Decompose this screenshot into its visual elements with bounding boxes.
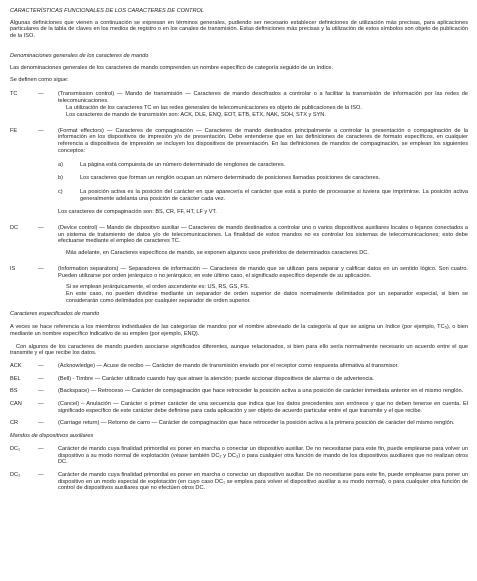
entry-text: (Device control) — Mando de dispositivo auxiliar — Caracteres de mando destinados a controlar uno o varios dispositivos auxiliares locales o lejanos conectados a un sistema de tratamiento de datos y/o de telecomunicaciones. La finalidad de estos mandos no es controlar los sistemas de telecomunicaciones; esto debe efectuarse mediante el empleo de caracteres TC. bbox=[58, 225, 468, 245]
entry-note-text: Los caracteres de mando de transmisión son: ACK, DLE, ENQ, EOT, ETB, ETX, NAK, SOH, STX y SYN. bbox=[66, 112, 326, 119]
definition-entry-dc bbox=[10, 225, 468, 245]
entry-dash: — bbox=[38, 90, 44, 97]
definition-entry-dc2 bbox=[10, 472, 468, 492]
section-heading-specific: Caracteres especificados de mando bbox=[10, 311, 100, 318]
entry-dash: — bbox=[38, 362, 44, 369]
entry-code: ACK bbox=[10, 362, 22, 369]
entry-text: Carácter de mando cuya finalidad primordial es poner en marcha o conectar un dispositivo auxiliar. De no necesitarse para este fin, puede emplearse para poner un dispositivo en un modo especial de explotación (en cuyo caso DC₁ se emplea para volver el dispositivo auxiliar a su modo normal), o para cualquier otra función de control de dispositivos auxiliares que no efectúen otros DC. bbox=[58, 471, 468, 492]
entry-code: DC₁ bbox=[10, 445, 20, 452]
definition-entry-is bbox=[10, 266, 468, 279]
entry-text: (Information separators) — Separadores de información — Caracteres de mando que se utilizan para separar y calificar datos en un sentido lógico. Son cuatro. Pueden utilizarse por orden jerárquico o no jerárquico; en este último caso, el significado específico depende de su aplicación. bbox=[58, 265, 468, 279]
definition-entry-dc1 bbox=[10, 446, 468, 466]
list-item bbox=[10, 189, 468, 202]
entry-note-text: Más adelante, en Caracteres específicos de mando, se exponen algunos usos preferidos de determinados caracteres DC. bbox=[66, 250, 369, 257]
entry-dash: — bbox=[38, 420, 44, 427]
entry-dash: — bbox=[38, 401, 44, 408]
entry-code: CR bbox=[10, 420, 19, 427]
definition-entry-fe bbox=[10, 128, 468, 155]
intro-paragraph: Algunas definiciones que vienen a continuación se expresan en términos generales, pudiendo ser necesario establecer definiciones de utilización más precisas, para aplicaciones particulares de la tabla de claves en los medios de registro o en los canales de transmisión. Estas definiciones más precisas y la utilización de estos símbolos son objeto de publicación de la ISO. bbox=[10, 19, 468, 40]
entry-code: BEL bbox=[10, 375, 21, 382]
entry-dash: — bbox=[38, 225, 44, 232]
entry-code: DC₂ bbox=[10, 471, 21, 478]
entry-note-text: Los caracteres de compaginación son: BS, CR, FF, HT, LF y VT. bbox=[58, 209, 217, 216]
entry-note-text: La utilización de los caracteres TC en las redes generales de telecomunicaciones es objeto de publicaciones de la ISO. bbox=[66, 105, 362, 112]
section-paragraph: Se definen como sigue: bbox=[10, 77, 69, 84]
entry-note bbox=[10, 209, 468, 216]
entry-note-text: Si se emplean jerárquicamente, el orden ascendente es: US, RS, GS, FS. bbox=[66, 284, 250, 291]
list-text: La posición activa es la posición del carácter en que aparecería el carácter que está a punto de procesarse si tuviera que imprimirse. La posición activa generalmente adelanta una posición de carácter cada vez. bbox=[80, 188, 468, 202]
document-page bbox=[10, 8, 468, 492]
list-letter: a) bbox=[58, 161, 63, 168]
entry-text: (Transmission control) — Mando de transmisión — Caracteres de mando descifrados a controlar o a facilitar la transmisión de información por las redes de telecomunicaciones. bbox=[58, 90, 468, 104]
list-item bbox=[10, 175, 468, 182]
entry-text: (Backspace) — Retroceso — Carácter de compaginación que hace retroceder la posición activa a una posición de carácter inmediata anterior en el mismo renglón. bbox=[58, 388, 464, 395]
section-heading-devices: Mandos de dispositivos auxiliares bbox=[10, 433, 94, 440]
entry-dash: — bbox=[38, 445, 44, 452]
entry-code: TC bbox=[10, 90, 18, 97]
list-letter: c) bbox=[58, 188, 63, 195]
entry-note bbox=[10, 112, 468, 119]
entry-text: (Format effectors) — Caracteres de compaginación — Caracteres de mando destinados principalmente a controlar la presentación o compaginación de la información en los dispositivos de impresión y/o de presentación. Debe entenderse que en las definiciones de caracteres de formato específicos, en cualquier referencia a dispositivos de impresión se incluyen los dispositivos de presentación. En las definiciones de mandos de compaginación, se emplean los siguientes conceptos: bbox=[58, 127, 468, 154]
definition-entry-cr bbox=[10, 420, 468, 427]
entry-note bbox=[10, 284, 468, 291]
entry-code: IS bbox=[10, 265, 16, 272]
section-paragraph: Con algunos de los caracteres de mando pueden asociarse significados diferentes, aunque relacionados, si bien para ello sería normalmente necesario un acuerdo entre el que transmite y el que recibe los datos. bbox=[10, 343, 468, 357]
entry-note bbox=[10, 291, 468, 304]
entry-note bbox=[10, 250, 468, 257]
entry-text: (Acknowledge) — Acuse de recibo — Carácter de mando de transmisión enviado por el receptor como respuesta afirmativa al transmisor. bbox=[58, 362, 399, 369]
list-text: Los caracteres que forman un renglón ocupan un número determinado de posiciones llamadas posiciones de caracteres. bbox=[80, 175, 381, 182]
document-title: CARACTERÍSTICAS FUNCIONALES DE LOS CARACTERES DE CONTROL bbox=[10, 8, 204, 14]
entry-text: (Cancel) – Anulación — Carácter o primer carácter de una secuencia que indica que los datos precedentes son erróneos y que no deben tenerse en cuenta. El significado específico de este carácter debe definirse para cada aplicación y ser objeto de acuerdo particular entre el que transmite y el que recibe. bbox=[58, 401, 468, 414]
list-letter: b) bbox=[58, 175, 63, 182]
entry-text: Carácter de mando cuya finalidad primordial es poner en marcha o conectar un dispositivo auxiliar. De no necesitarse para este fin, puede emplearse para volver un dispositivo a su modo normal de explotación (véase también DC₂ y DC₃) o para cualquier otra función de mando de los dispositivos auxiliares que no realizan otros DC. bbox=[58, 445, 468, 466]
definition-entry-bs bbox=[10, 388, 468, 395]
definition-entry-ack bbox=[10, 363, 468, 370]
entry-code: DC bbox=[10, 225, 19, 232]
entry-note-text: En este caso, no pueden dividirse mediante un separador de orden superior de datos normalmente delimitados por un separador especial, si bien se considerarán como delimitados por cualquier separador de orden superior. bbox=[66, 290, 468, 304]
entry-dash: — bbox=[38, 375, 44, 382]
definition-entry-bel bbox=[10, 376, 468, 383]
entry-text: (Carriage return) — Retorno de carro — Carácter de compaginación que hace retroceder la posición activa a la primera posición de carácter del mismo renglón. bbox=[58, 420, 455, 427]
entry-code: BS bbox=[10, 388, 18, 395]
entry-dash: — bbox=[38, 265, 44, 272]
list-text: La página está compuesta de un número determinado de renglones de caracteres. bbox=[80, 161, 286, 168]
definition-entry-tc bbox=[10, 91, 468, 104]
list-item bbox=[10, 162, 468, 169]
section-paragraph: Las denominaciones generales de los caracteres de mando comprenden un nombre específico de categoría seguido de un índice. bbox=[10, 64, 334, 71]
entry-dash: — bbox=[38, 471, 44, 478]
entry-text: (Bell) - Timbre — Carácter utilizado cuando hay que atraer la atención; puede accionar dispositivos de alarma o de advertencia. bbox=[58, 375, 375, 382]
entry-code: FE bbox=[10, 127, 18, 134]
entry-dash: — bbox=[38, 127, 44, 134]
section-heading-general: Denominaciones generales de los caracteres de mando bbox=[10, 52, 149, 59]
entry-note bbox=[10, 105, 468, 112]
definition-entry-can bbox=[10, 401, 468, 414]
section-paragraph: A veces se hace referencia a los miembros individuales de las categorías de mandos por el nombre abreviado de la categoría al que se asigna un índice (por ejemplo, TC₅), o bien mediante un nombre específico indicativo de su empleo (por ejemplo, ENQ). bbox=[10, 324, 468, 337]
entry-dash: — bbox=[38, 388, 44, 395]
entry-code: CAN bbox=[10, 401, 22, 408]
